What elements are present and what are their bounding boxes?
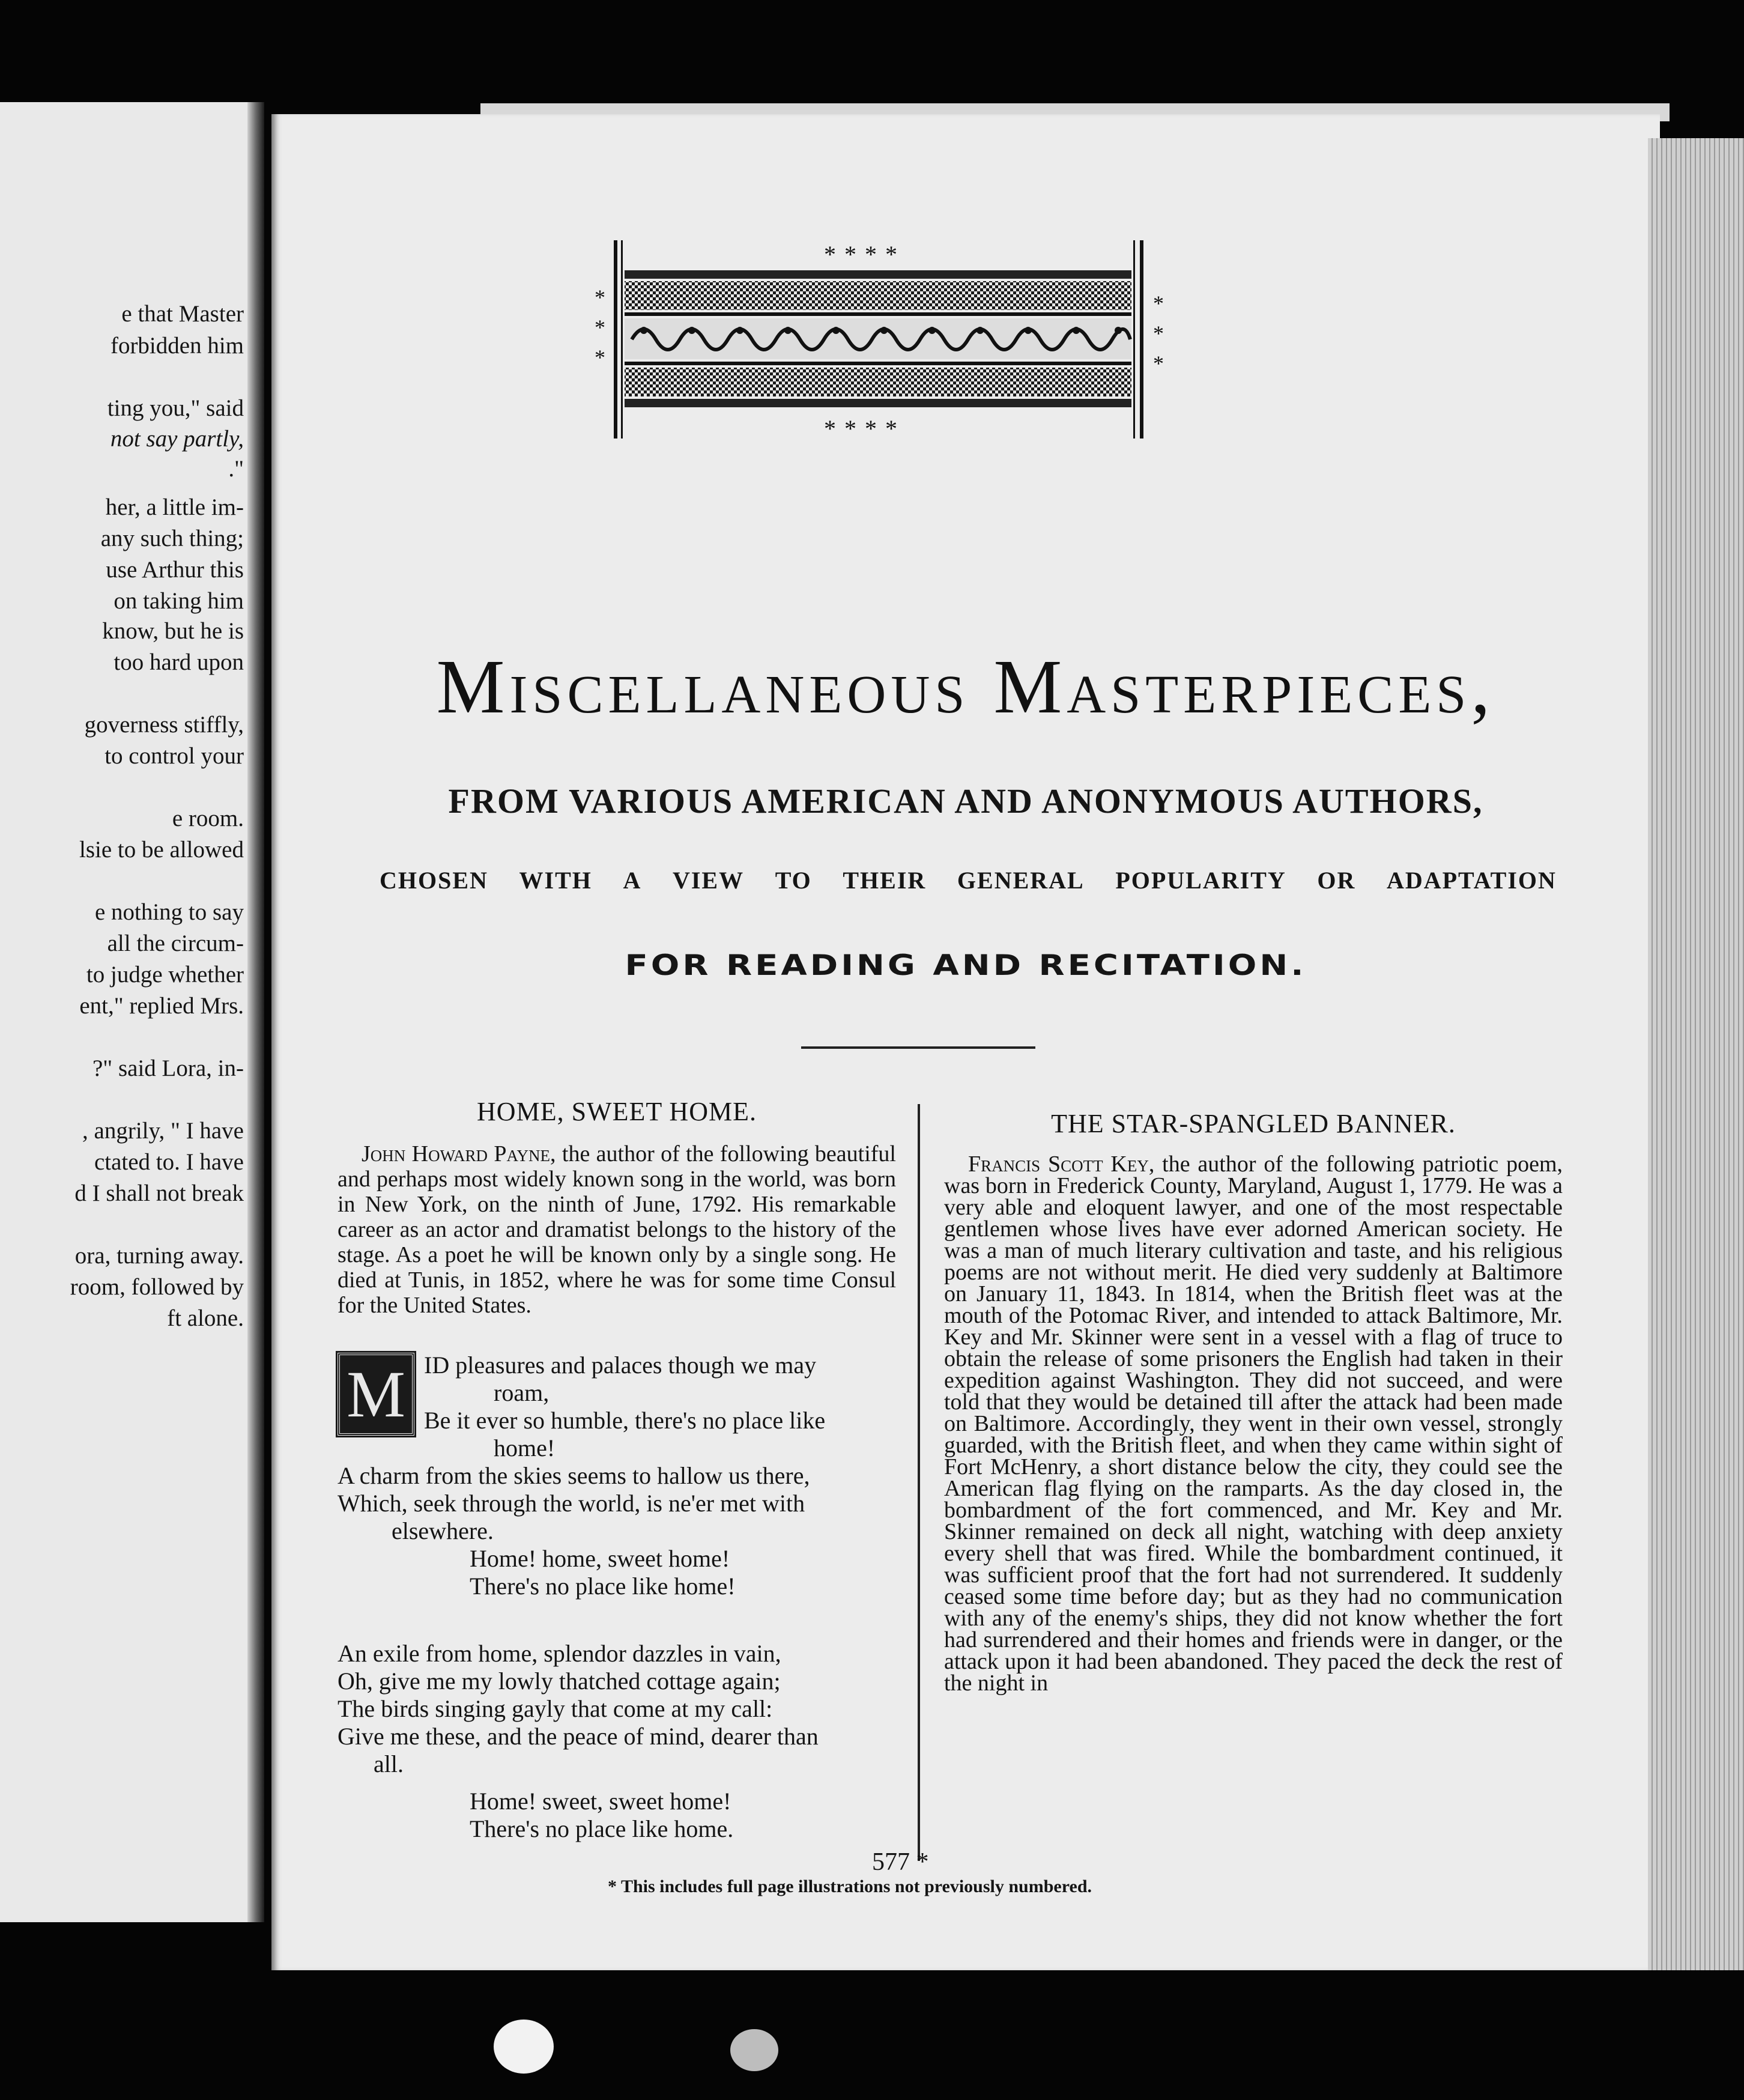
- poem-line: all.: [374, 1750, 404, 1777]
- left-text-line: e room.: [172, 806, 244, 831]
- left-text-line: e that Master: [121, 301, 244, 327]
- star-icon: *: [1153, 291, 1164, 315]
- left-text-line: ?" said Lora, in-: [92, 1055, 244, 1081]
- left-text-line: ora, turning away.: [74, 1243, 244, 1269]
- poem-line: Oh, give me my lowly thatched cottage again;: [338, 1668, 781, 1695]
- section-title: THE STAR-SPANGLED BANNER.: [1051, 1109, 1456, 1138]
- subtitle-word: WITH: [519, 867, 592, 894]
- page-edges: [1648, 138, 1744, 1970]
- left-text-line: e nothing to say: [94, 899, 244, 925]
- book-gutter: [247, 102, 264, 1922]
- ornament-stars-right: [1149, 288, 1167, 378]
- subtitle-word: VIEW: [672, 867, 745, 894]
- left-text-line: know, but he is: [102, 618, 244, 644]
- left-text-line: lsie to be allowed: [79, 837, 244, 863]
- left-text-line: to control your: [104, 743, 244, 769]
- subtitle-word: CHOSEN: [380, 867, 488, 894]
- subtitle-word: GENERAL: [957, 867, 1085, 894]
- subtitle-word: TO: [775, 867, 812, 894]
- bio-text: , the author of the following patriotic poem, was born in Frederick County, Maryland, August 1, 1779. He was a very able and eloquent lawyer, and one of the most respectable gentlemen whose lives have ever adorned American society. He was a man of much literary cultivation and taste, and his religious poems are not without merit. He died very suddenly at Baltimore on January 11, 1843. In 1814, when the British fleet was at the mouth of the Potomac River, and intended to attack Baltimore, Mr. Key and Mr. Skinner were sent in a vessel with a flag of truce to obtain the release of some prisoners the English had taken in their expedition against Washington. They did not succeed, and were told that they would be detained till after the attack had been made on Baltimore. Accordingly, they went in their own vessel, strongly guarded, with the British fleet, and when they came within sight of Fort McHenry, a short distance below the city, they could see the American flag flying on the ramparts. As the day closed in, the bombardment of the fort commenced, and Mr. Key and Mr. Skinner remained on deck all night, watching with deep anxiety every shell that was fired. While the bombardment continued, it was sufficient proof that the fort had not surrendered. It suddenly ceased some time before day; but as they had no communication with any of the enemy's ships, they did not know whether the fort had surrendered and their homes and friends were in danger, or the attack upon it had been abandoned. They paced the deck the rest of the night in: [944, 1152, 1563, 1696]
- star-icon: *: [595, 285, 605, 309]
- left-text-line: governess stiffly,: [84, 712, 244, 738]
- author-bio: [338, 1141, 896, 1318]
- left-text-line: on taking him: [114, 588, 244, 614]
- scan-artifact: [730, 2029, 778, 2071]
- left-text-line: d I shall not break: [74, 1180, 244, 1206]
- stanza-break: [338, 1600, 896, 1640]
- ornamental-header-band: [578, 240, 1178, 442]
- poem-line: Give me these, and the peace of mind, dearer than: [338, 1723, 819, 1750]
- footnote: * This includes full page illustrations not previously numbered.: [608, 1877, 1092, 1896]
- left-text-line: ent," replied Mrs.: [79, 993, 244, 1019]
- author-name: Francis Scott Key: [968, 1152, 1149, 1177]
- subtitle: FROM VARIOUS AMERICAN AND ANONYMOUS AUTHORS,: [448, 781, 1483, 821]
- star-icon: *: [1153, 351, 1164, 375]
- left-text-line: use Arthur this: [106, 557, 244, 583]
- column-divider: [918, 1104, 920, 1861]
- poem-line: Be it ever so humble, there's no place like: [424, 1407, 826, 1434]
- main-page: [271, 114, 1660, 1970]
- left-text-line: ting you," said: [107, 395, 244, 421]
- poem-line: Which, seek through the world, is ne'er met with: [338, 1490, 805, 1517]
- poem-line: Home! sweet, sweet home!: [470, 1788, 731, 1815]
- poem-line: An exile from home, splendor dazzles in vain,: [338, 1640, 781, 1667]
- column-star-spangled-banner: [944, 1111, 1563, 1694]
- poem-line: A charm from the skies seems to hallow us there,: [338, 1462, 810, 1489]
- author-bio: [944, 1153, 1563, 1694]
- poem-line: elsewhere.: [392, 1517, 494, 1544]
- left-text-line: too hard upon: [114, 649, 244, 675]
- drop-cap: M: [338, 1353, 414, 1436]
- star-icon: *: [1153, 321, 1164, 345]
- bio-text: , the author of the following beautiful and perhaps most widely known song in the world, was born in New York, on the ninth of June, 1792. His remarkable career as an actor and dramatist belongs to the history of the stage. As a poet he will be known only by a single song. He died at Tunis, in 1852, where he was for some time Consul for the United States.: [338, 1141, 896, 1318]
- subtitle-line-3: FOR READING AND RECITATION.: [625, 948, 1307, 983]
- subtitle-word: ADAPTATION: [1386, 867, 1557, 894]
- left-text-line: ft alone.: [167, 1305, 244, 1331]
- page-title: Miscellaneous Masterpieces,: [436, 644, 1495, 729]
- poem: [338, 1352, 896, 1843]
- poem-line: ID pleasures and palaces though we may: [424, 1352, 817, 1379]
- left-text-line: to judge whether: [86, 962, 244, 988]
- ornament-stars-bottom: ****: [824, 415, 906, 442]
- left-text-line: room, followed by: [70, 1274, 244, 1300]
- subtitle-word: A: [623, 867, 642, 894]
- ornament-stars-left: [591, 282, 609, 372]
- poem-line: The birds singing gayly that come at my call:: [338, 1695, 773, 1722]
- author-name: John Howard Payne: [362, 1141, 551, 1167]
- section-title: HOME, SWEET HOME.: [477, 1097, 757, 1126]
- ornament-stars-top: ****: [824, 241, 906, 268]
- ornament-svg: [578, 240, 1178, 439]
- scan-artifact: [494, 2020, 554, 2074]
- poem-line: home!: [494, 1434, 556, 1461]
- poem-line: Home! home, sweet home!: [470, 1545, 730, 1572]
- column-home-sweet-home: [338, 1099, 896, 1843]
- page-number: 577 *: [872, 1848, 929, 1876]
- subtitle-word: POPULARITY: [1115, 867, 1286, 894]
- left-page: [0, 102, 264, 1922]
- left-text-line: all the circum-: [107, 930, 244, 956]
- poem-line: There's no place like home.: [470, 1815, 734, 1842]
- poem-line: roam,: [494, 1379, 550, 1406]
- subtitle-line-2: [380, 866, 1557, 894]
- poem-line: There's no place like home!: [470, 1573, 736, 1600]
- left-text-line: forbidden him: [110, 333, 244, 359]
- left-text-line: ctated to. I have: [94, 1149, 244, 1175]
- star-icon: *: [595, 345, 605, 369]
- subtitle-word: OR: [1317, 867, 1356, 894]
- left-text-line: not say partly,: [110, 426, 244, 452]
- divider-rule: [801, 1046, 1035, 1049]
- subtitle-word: THEIR: [843, 867, 927, 894]
- left-text-line: , angrily, " I have: [82, 1118, 244, 1144]
- left-text-line: her, a little im-: [105, 494, 244, 520]
- left-text-line: any such thing;: [100, 526, 244, 551]
- left-text-line: .": [228, 456, 244, 482]
- star-icon: *: [595, 315, 605, 339]
